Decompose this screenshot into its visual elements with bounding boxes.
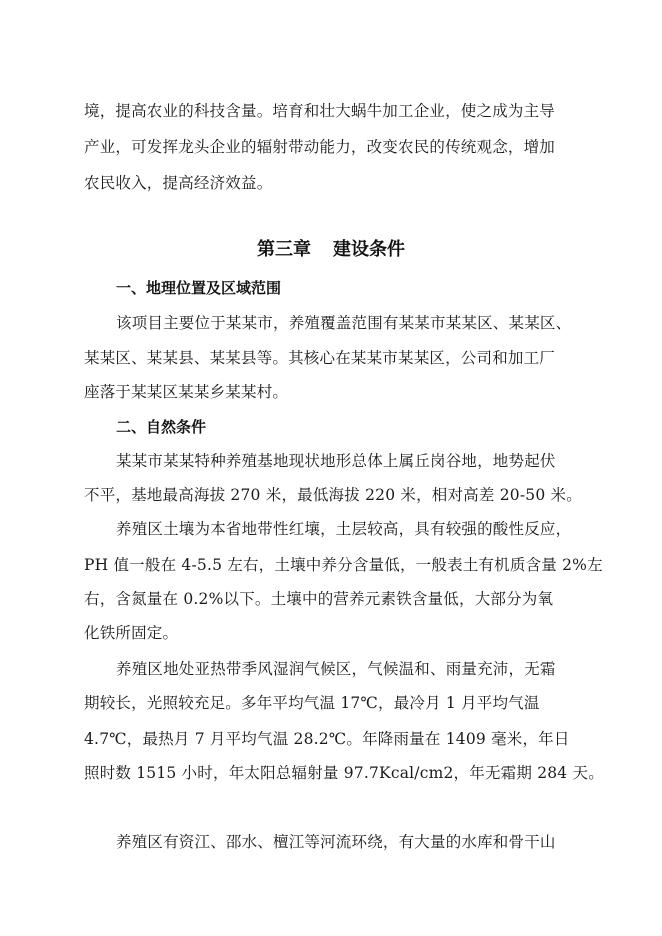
intro-line-3: 农民收入，提高经济效益。 <box>84 174 273 192</box>
section-heading-nature: 二、自然条件 <box>116 418 207 436</box>
climate-line-2: 期较长，光照较充足。多年平均气温 17℃，最冷月 1 月平均气温 <box>84 694 540 712</box>
chapter-number: 第三章 <box>257 239 311 260</box>
chapter-title: 建设条件 <box>333 239 405 260</box>
soil-line-4: 化铁所固定。 <box>84 624 179 642</box>
section1-line-3: 座落于某某区某某乡某某村。 <box>84 383 289 401</box>
chapter-heading <box>0 238 662 262</box>
climate-line-3: 4.7℃，最热月 7 月平均气温 28.2℃。年降雨量在 1409 毫米，年日 <box>84 730 570 748</box>
soil-line-1: 养殖区土壤为本省地带性红壤，土层较高，具有较强的酸性反应， <box>116 520 572 538</box>
soil-line-3: 右，含氮量在 0.2%以下。土壤中的营养元素铁含量低，大部分为氧 <box>84 590 554 608</box>
terrain-line-1: 某某市某某特种养殖基地现状地形总体上属丘岗谷地，地势起伏 <box>116 452 556 470</box>
section1-line-2: 某某区、某某县、某某县等。其核心在某某市某某区，公司和加工厂 <box>84 349 556 367</box>
intro-line-1: 境，提高农业的科技含量。培育和壮大蜗牛加工企业，使之成为主导 <box>84 102 556 120</box>
section1-line-1: 该项目主要位于某某市，养殖覆盖范围有某某市某某区、某某区、 <box>116 314 572 332</box>
section-heading-location: 一、地理位置及区域范围 <box>116 279 282 297</box>
soil-line-2: PH 值一般在 4-5.5 左右，土壤中养分含量低，一般表土有机质含量 2%左 <box>84 556 603 574</box>
intro-line-2: 产业，可发挥龙头企业的辐射带动能力，改变农民的传统观念，增加 <box>84 138 556 156</box>
climate-line-1: 养殖区地处亚热带季风湿润气候区，气候温和、雨量充沛，无霜 <box>116 660 556 678</box>
climate-line-4: 照时数 1515 小时，年太阳总辐射量 97.7Kcal/cm2，年无霜期 284 天。 <box>84 764 604 782</box>
terrain-line-2: 不平，基地最高海拔 270 米，最低海拔 220 米，相对高差 20-50 米。 <box>84 486 582 504</box>
rivers-line-1: 养殖区有资江、邵水、檀江等河流环绕，有大量的水库和骨干山 <box>116 833 556 851</box>
